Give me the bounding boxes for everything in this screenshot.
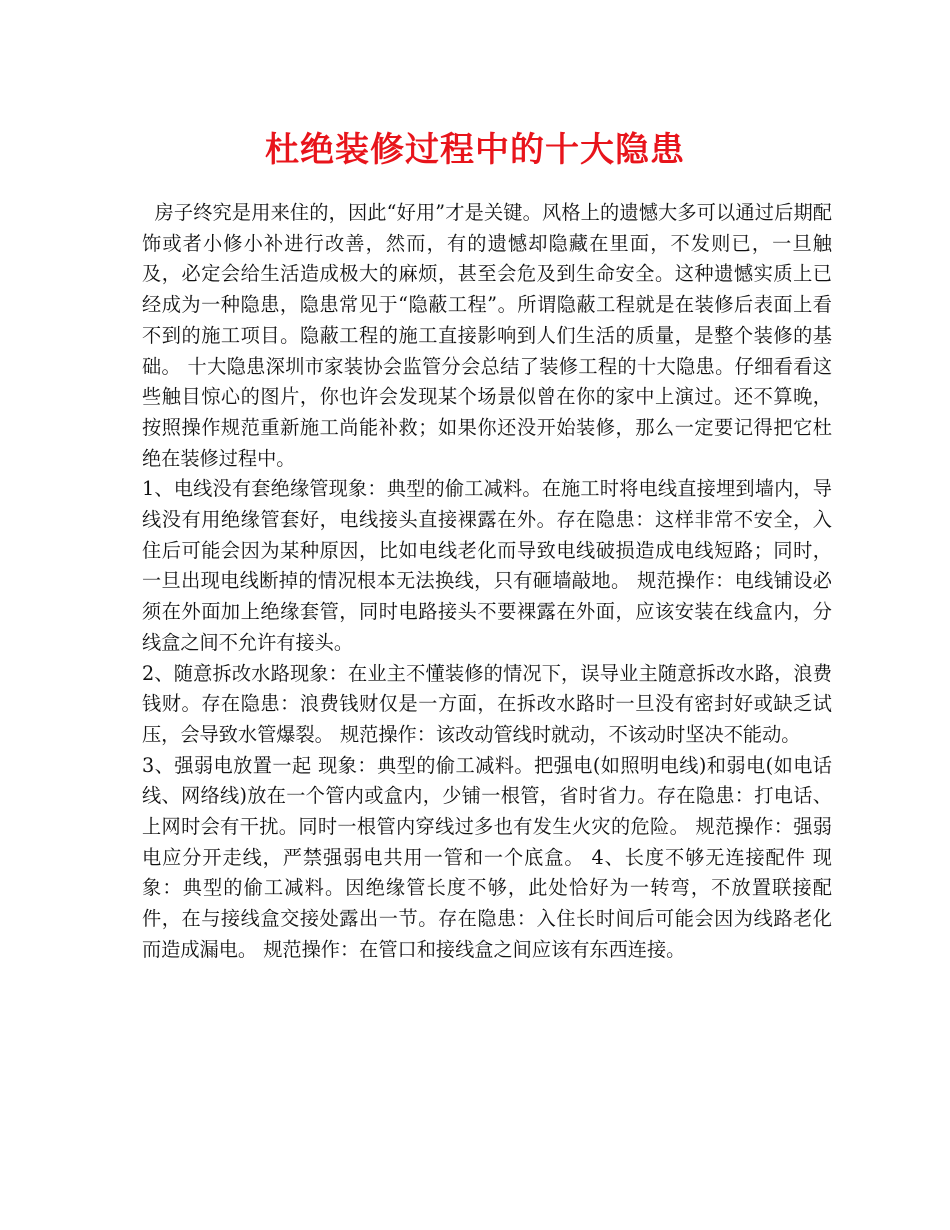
item-paragraph-3: 3、强弱电放置一起 现象：典型的偷工减料。把强电(如照明电线)和弱电(如电话线、网络线)放在一个管内或盒内，少铺一根管，省时省力。存在隐患：打电话、上网时会有干扰。同时一根管内穿线过多也有发生火灾的危险。 规范操作：强弱电应分开走线，严禁强弱电共用一管和一个底盒。 4、长度不够无连接配件 现象：典型的偷工减料。因绝缘管长度不够，此处恰好为一转弯，不放置联接配件，在与接线盒交接处露出一节。存在隐患：入住长时间后可能会因为线路老化而造成漏电。 规范操作：在管口和接线盒之间应该有东西连接。 <box>142 753 832 961</box>
document-body <box>142 198 832 966</box>
item-paragraph-1: 1、电线没有套绝缘管现象：典型的偷工减料。在施工时将电线直接埋到墙内，导线没有用绝缘管套好，电线接头直接裸露在外。存在隐患：这样非常不安全，入住后可能会因为某种原因，比如电线老化而导致电线破损造成电线短路；同时，一旦出现电线断掉的情况根本无法换线，只有砸墙敲地。 规范操作：电线铺设必须在外面加上绝缘套管，同时电路接头不要裸露在外面，应该安装在线盒内，分线盒之间不允许有接头。 <box>142 477 832 654</box>
intro-paragraph: 房子终究是用来住的，因此“好用”才是关键。风格上的遗憾大多可以通过后期配饰或者小修小补进行改善，然而，有的遗憾却隐藏在里面，不发则已，一旦触及，必定会给生活造成极大的麻烦，甚至会危及到生命安全。这种遗憾实质上已经成为一种隐患，隐患常见于“隐蔽工程”。所谓隐蔽工程就是在装修后表面上看不到的施工项目。隐蔽工程的施工直接影响到人们生活的质量，是整个装修的基础。 十大隐患深圳市家装协会监管分会总结了装修工程的十大隐患。仔细看看这些触目惊心的图片，你也许会发现某个场景似曾在你的家中上演过。还不算晚，按照操作规范重新施工尚能补救；如果你还没开始装修，那么一定要记得把它杜绝在装修过程中。 <box>142 201 832 470</box>
document-title: 杜绝装修过程中的十大隐患 <box>265 130 685 170</box>
item-paragraph-2: 2、随意拆改水路现象：在业主不懂装修的情况下，误导业主随意拆改水路，浪费钱财。存在隐患：浪费钱财仅是一方面，在拆改水路时一旦没有密封好或缺乏试压，会导致水管爆裂。 规范操作：该改动管线时就动，不该动时坚决不能动。 <box>142 661 832 746</box>
